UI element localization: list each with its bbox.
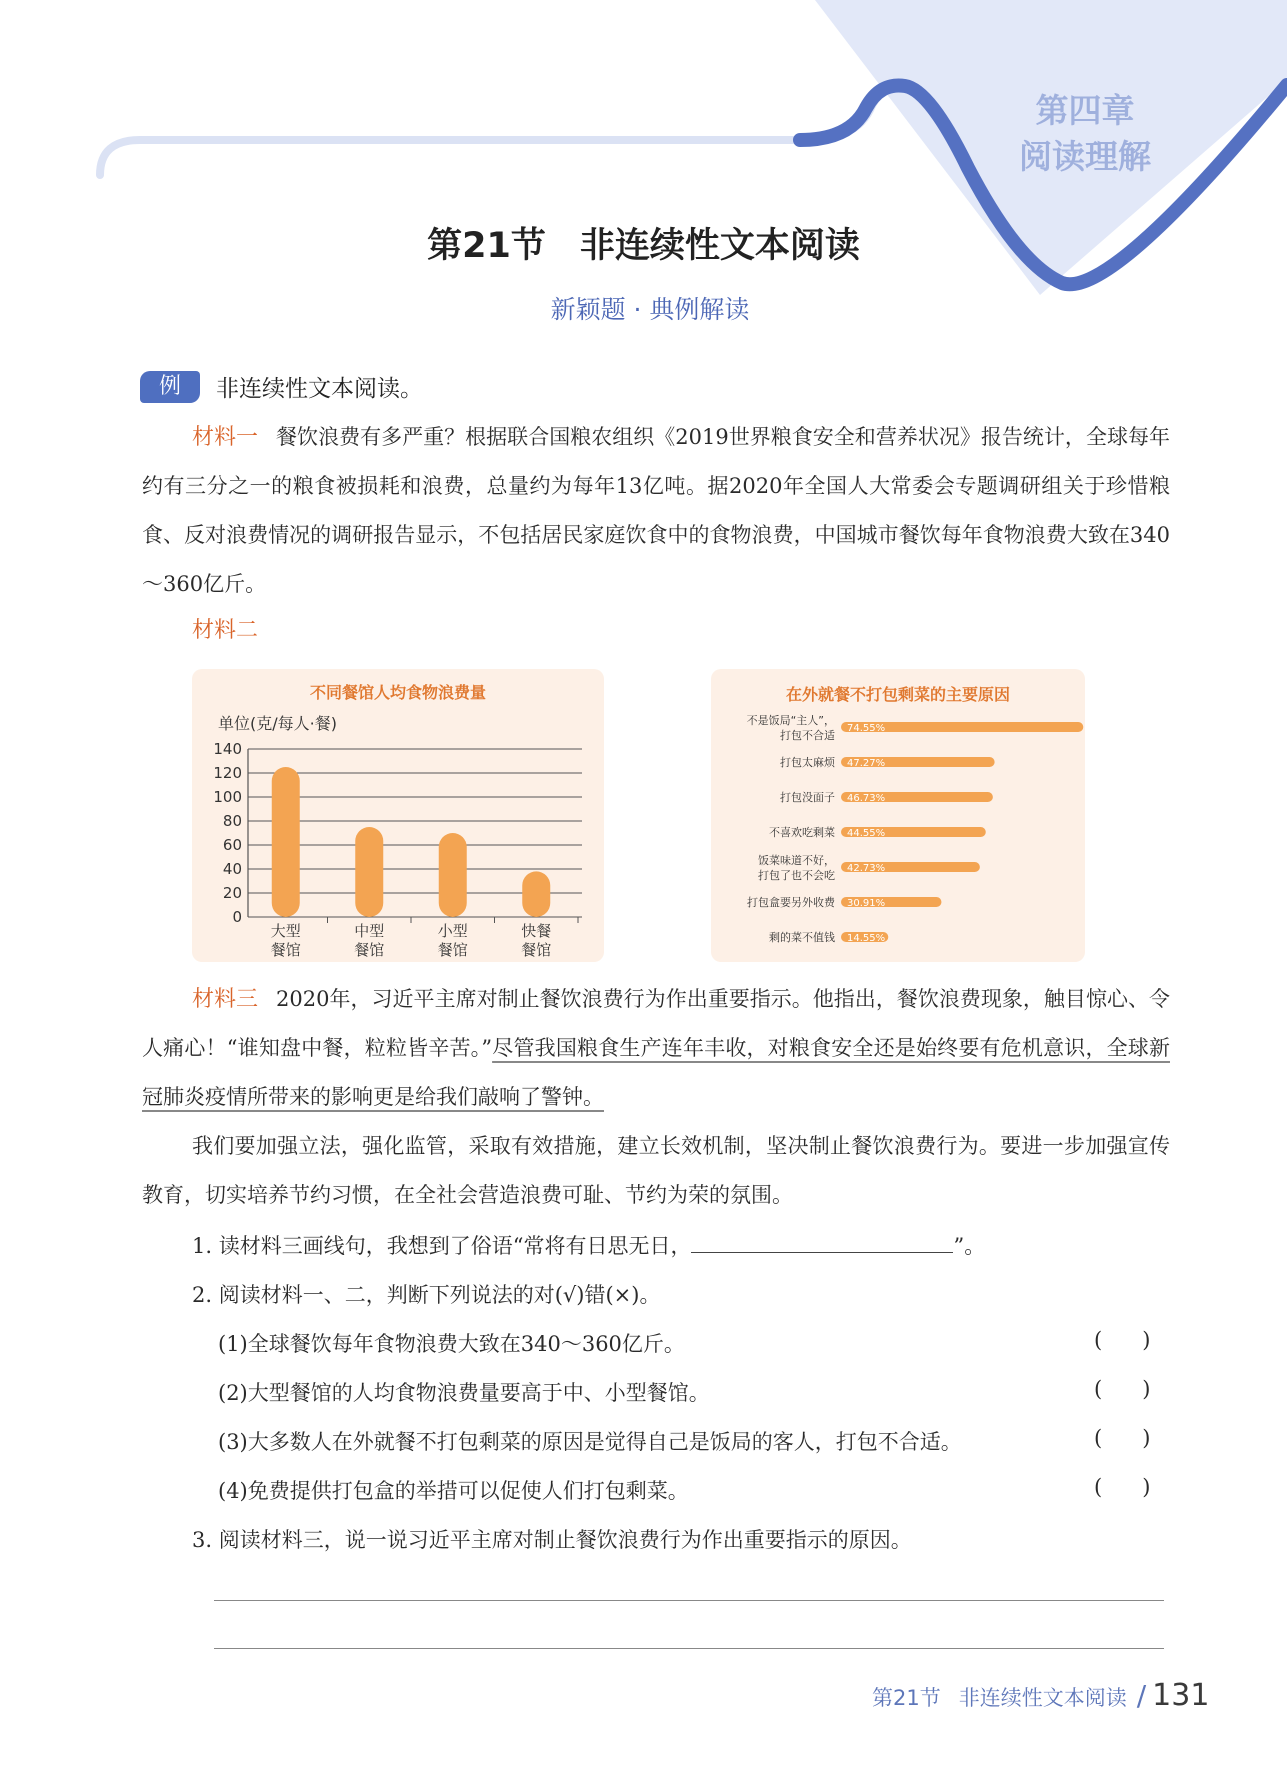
- question-2: 2. 阅读材料一、二，判断下列说法的对(√)错(×)。: [192, 1283, 661, 1307]
- answer-parentheses[interactable]: ( ): [1094, 1377, 1151, 1401]
- material-one: [142, 413, 1170, 609]
- material-one-text: 餐饮浪费有多严重？根据联合国粮农组织《2019世界粮食安全和营养状况》报告统计，全球每年约有三分之一的粮食被损耗和浪费，总量约为每年13亿吨。据2020年全国人大常委会专题调研组关于珍惜粮食、反对浪费情况的调研报告显示，不包括居民家庭饮食中的食物浪费，中国城市餐饮每年食物浪费大致在340～360亿斤。: [142, 425, 1170, 596]
- x-category-label: 快餐: [521, 922, 552, 940]
- reason-label: 打包太麻烦: [780, 756, 835, 769]
- reason-value-label: 14.55%: [847, 933, 886, 944]
- material-two-label: 材料二: [192, 618, 259, 643]
- y-tick-label: 100: [213, 788, 242, 806]
- reason-label: 不喜欢吃剩菜: [769, 826, 835, 839]
- reason-label: 剩的菜不值钱: [769, 931, 835, 944]
- material-one-label: 材料一: [192, 425, 259, 450]
- y-tick-label: 120: [213, 764, 242, 782]
- reasons-bar-chart: [711, 669, 1085, 962]
- y-tick-label: 80: [222, 812, 242, 830]
- x-category-label: 大型: [270, 922, 301, 940]
- reason-label: 不是饭局“主人”，: [746, 714, 835, 727]
- x-category-label: 小型: [437, 922, 468, 940]
- x-category-label: 餐馆: [270, 941, 301, 959]
- answer-line[interactable]: [214, 1648, 1164, 1649]
- judgement-item-1: (1)全球餐饮每年食物浪费大致在340～360亿斤。: [218, 1332, 685, 1356]
- reason-label: 打包盒要另外收费: [747, 896, 835, 909]
- x-category-label: 餐馆: [521, 941, 552, 959]
- material-three-text: 2020年，习近平主席对制止餐饮浪费行为作出重要指示。他指出，餐饮浪费现象，触目惊心、令人痛心！“谁知盘中餐，粒粒皆辛苦。”: [142, 987, 1170, 1060]
- question-1: [192, 1230, 985, 1260]
- judgement-item-4: (4)免费提供打包盒的举措可以促使人们打包剩菜。: [218, 1479, 689, 1503]
- bar: [272, 767, 300, 917]
- question-1-text: 1. 读材料三画线句，我想到了俗语“常将有日思无日，: [192, 1234, 692, 1258]
- x-category-label: 中型: [354, 922, 385, 940]
- y-tick-label: 0: [232, 908, 242, 926]
- chart-title: 在外就餐不打包剩菜的主要原因: [785, 685, 1011, 704]
- reason-value-label: 47.27%: [847, 758, 886, 769]
- chart-y-label: 单位(克/每人·餐): [218, 714, 337, 733]
- answer-line[interactable]: [214, 1600, 1164, 1601]
- answer-parentheses[interactable]: ( ): [1094, 1475, 1151, 1499]
- chapter-number: 第四章: [1035, 91, 1135, 130]
- material-three: [142, 975, 1170, 1122]
- x-category-label: 餐馆: [354, 941, 385, 959]
- section-number: 第21节: [427, 226, 546, 266]
- y-tick-label: 60: [222, 836, 242, 854]
- answer-blank[interactable]: [691, 1230, 953, 1253]
- page-footer: [872, 1678, 1209, 1713]
- x-category-label: 餐馆: [437, 941, 468, 959]
- waste-bar-chart: [192, 669, 604, 962]
- answer-parentheses[interactable]: ( ): [1094, 1426, 1151, 1450]
- page-title: [0, 218, 1287, 268]
- y-tick-label: 40: [222, 860, 242, 878]
- reason-label: 打包没面子: [780, 791, 835, 804]
- reason-value-label: 74.55%: [847, 723, 886, 734]
- material-three-paragraph-two: 我们要加强立法，强化监管，采取有效措施，建立长效机制，坚决制止餐饮浪费行为。要进一步加强宣传教育，切实培养节约习惯，在全社会营造浪费可耻、节约为荣的氛围。: [142, 1134, 1170, 1207]
- question-1-suffix: ”。: [953, 1234, 986, 1258]
- footer-title: 非连续性文本阅读: [958, 1686, 1127, 1710]
- judgement-item-3: (3)大多数人在外就餐不打包剩菜的原因是觉得自己是饭局的客人，打包不合适。: [218, 1430, 962, 1454]
- bar: [355, 827, 383, 917]
- underlined-sentence: 尽管我国粮食生产连年丰收，对粮食安全还是始终要有危机意识，全球新冠肺炎疫情所带来的影响更是给我们敲响了警钟。: [142, 1036, 1170, 1109]
- y-tick-label: 20: [222, 884, 242, 902]
- footer-divider: /: [1136, 1679, 1147, 1712]
- judgement-item-2: (2)大型餐馆的人均食物浪费量要高于中、小型餐馆。: [218, 1381, 710, 1405]
- reason-label: 饭菜味道不好，: [758, 854, 835, 867]
- chapter-label: [1010, 88, 1160, 180]
- bar: [439, 833, 467, 917]
- question-3: 3. 阅读材料三，说一说习近平主席对制止餐饮浪费行为作出重要指示的原因。: [192, 1528, 912, 1552]
- bar: [522, 871, 550, 917]
- chart-title: 不同餐馆人均食物浪费量: [309, 683, 487, 702]
- reason-label: 打包不合适: [780, 729, 835, 742]
- example-instruction: 非连续性文本阅读。: [216, 376, 423, 402]
- example-header: [140, 370, 423, 403]
- chapter-title: 阅读理解: [1019, 137, 1151, 176]
- reason-value-label: 42.73%: [847, 863, 886, 874]
- y-tick-label: 140: [213, 740, 242, 758]
- section-name: 非连续性文本阅读: [579, 226, 860, 266]
- reason-value-label: 30.91%: [847, 898, 886, 909]
- reason-value-label: 44.55%: [847, 828, 886, 839]
- reason-label: 打包了也不会吃: [758, 869, 835, 882]
- material-three-label: 材料三: [192, 987, 259, 1012]
- reason-value-label: 46.73%: [847, 793, 886, 804]
- page-number: 131: [1152, 1678, 1210, 1713]
- page-subtitle: 新颖题 · 典例解读: [550, 295, 750, 324]
- example-tag: 例: [140, 371, 200, 403]
- footer-section: 第21节: [872, 1686, 941, 1710]
- answer-parentheses[interactable]: ( ): [1094, 1328, 1151, 1352]
